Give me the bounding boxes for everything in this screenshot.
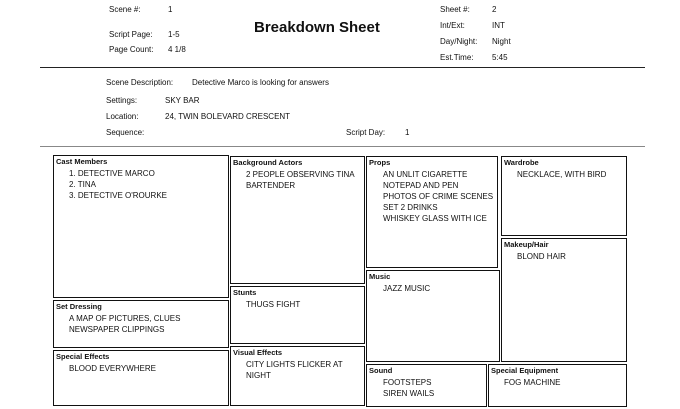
- page-count-label: Page Count:: [109, 45, 154, 54]
- list-item: NECKLACE, WITH BIRD: [517, 170, 607, 179]
- list-item: THUGS FIGHT: [246, 300, 301, 309]
- special-equipment-title: Special Equipment: [491, 366, 559, 375]
- scene-description-label: Scene Description:: [106, 78, 174, 87]
- header-divider: [40, 67, 645, 68]
- scene-number-value: 1: [168, 5, 173, 14]
- special-effects-list: [54, 363, 156, 374]
- music-box: [366, 270, 500, 362]
- list-item: NEWSPAPER CLIPPINGS: [69, 325, 165, 334]
- special-effects-box: [53, 350, 229, 406]
- list-item: AN UNLIT CIGARETTE: [383, 170, 468, 179]
- list-item: NOTEPAD AND PEN: [383, 181, 459, 190]
- scene-number-label: Scene #:: [109, 5, 141, 14]
- est-time-label: Est.Time:: [440, 53, 474, 62]
- sound-box: [366, 364, 487, 407]
- props-list: [367, 169, 493, 224]
- script-day-label: Script Day:: [346, 128, 386, 137]
- int-ext-value: INT: [492, 21, 505, 30]
- list-item: FOG MACHINE: [504, 378, 561, 387]
- settings-label: Settings:: [106, 96, 138, 105]
- list-item: A MAP OF PICTURES, CLUES: [69, 314, 181, 323]
- wardrobe-title: Wardrobe: [504, 158, 539, 167]
- list-item: 3. DETECTIVE O'ROURKE: [69, 191, 167, 200]
- sheet-number-label: Sheet #:: [440, 5, 470, 14]
- background-actors-box: [230, 156, 365, 284]
- visual-effects-box: [230, 346, 365, 406]
- set-dressing-box: [53, 300, 229, 348]
- est-time-value: 5:45: [492, 53, 508, 62]
- cast-members-box: [53, 155, 229, 298]
- location-label: Location:: [106, 112, 139, 121]
- sound-list: [367, 377, 434, 399]
- list-item: BLOND HAIR: [517, 252, 566, 261]
- cast-members-list: [54, 168, 167, 201]
- list-item: BLOOD EVERYWHERE: [69, 364, 156, 373]
- cast-members-title: Cast Members: [56, 157, 108, 166]
- visual-effects-title: Visual Effects: [233, 348, 283, 357]
- special-equipment-box: [488, 364, 627, 407]
- wardrobe-box: [501, 156, 627, 236]
- special-effects-title: Special Effects: [56, 352, 110, 361]
- list-item: WHISKEY GLASS WITH ICE: [383, 214, 487, 223]
- visual-effects-list: [231, 359, 343, 381]
- props-title: Props: [369, 158, 391, 167]
- makeup-hair-box: [501, 238, 627, 362]
- makeup-hair-title: Makeup/Hair: [504, 240, 549, 249]
- list-item: BARTENDER: [246, 181, 296, 190]
- makeup-hair-list: [502, 251, 566, 262]
- sequence-label: Sequence:: [106, 128, 145, 137]
- special-equipment-list: [489, 377, 560, 388]
- sheet-number-value: 2: [492, 5, 497, 14]
- list-item: FOOTSTEPS: [383, 378, 432, 387]
- background-actors-title: Background Actors: [233, 158, 303, 167]
- list-item: SET 2 DRINKS: [383, 203, 438, 212]
- script-page-label: Script Page:: [109, 30, 153, 39]
- settings-value: SKY BAR: [165, 96, 200, 105]
- script-page-value: 1-5: [168, 30, 180, 39]
- day-night-value: Night: [492, 37, 511, 46]
- location-value: 24, TWIN BOLEVARD CRESCENT: [165, 112, 291, 121]
- props-box: [366, 156, 498, 268]
- stunts-list: [231, 299, 300, 310]
- day-night-label: Day/Night:: [440, 37, 478, 46]
- set-dressing-title: Set Dressing: [56, 302, 102, 311]
- sound-title: Sound: [369, 366, 393, 375]
- list-item: 2. TINA: [69, 180, 96, 189]
- int-ext-label: Int/Ext:: [440, 21, 465, 30]
- list-item: 1. DETECTIVE MARCO: [69, 169, 155, 178]
- info-divider: [40, 146, 645, 147]
- music-title: Music: [369, 272, 391, 281]
- set-dressing-list: [54, 313, 180, 335]
- page-title: Breakdown Sheet: [254, 19, 380, 36]
- list-item: 2 PEOPLE OBSERVING TINA: [246, 170, 355, 179]
- stunts-title: Stunts: [233, 288, 257, 297]
- wardrobe-list: [502, 169, 606, 180]
- scene-description-value: Detective Marco is looking for answers: [192, 78, 329, 87]
- list-item: CITY LIGHTS FLICKER AT: [246, 360, 343, 369]
- list-item: JAZZ MUSIC: [383, 284, 431, 293]
- background-actors-list: [231, 169, 355, 191]
- page-count-value: 4 1/8: [168, 45, 186, 54]
- script-day-value: 1: [405, 128, 410, 137]
- list-item: NIGHT: [246, 371, 271, 380]
- list-item: SIREN WAILS: [383, 389, 435, 398]
- list-item: PHOTOS OF CRIME SCENES: [383, 192, 494, 201]
- music-list: [367, 283, 430, 294]
- stunts-box: [230, 286, 365, 344]
